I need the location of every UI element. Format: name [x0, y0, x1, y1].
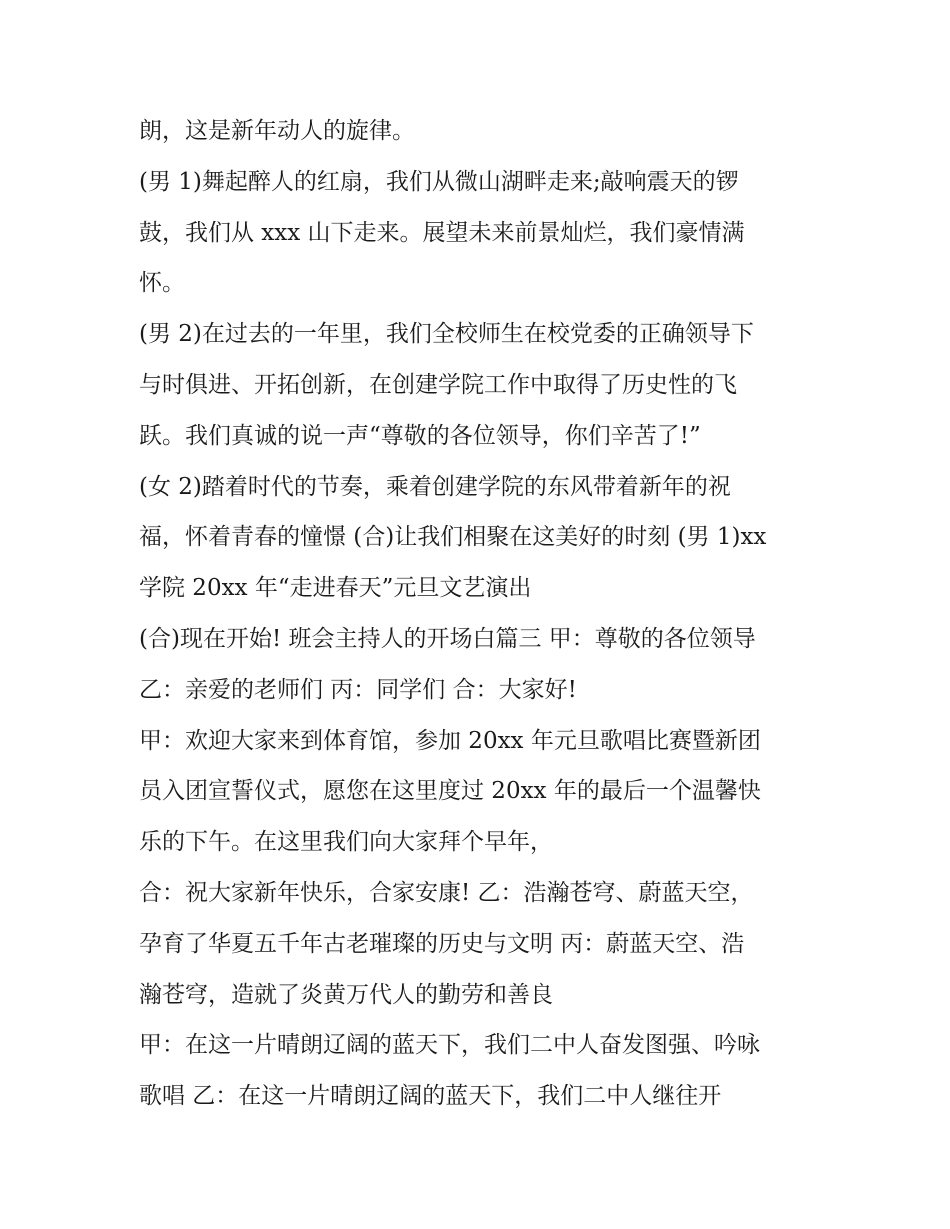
text-line-17: 孕育了华夏五千年古老璀璨的历史与文明 丙：蔚蓝天空、浩 [139, 930, 745, 957]
text-line-8: (女 2)踏着时代的节奏，乘着创建学院的东风带着新年的祝 [139, 473, 731, 500]
text-line-2: (男 1)舞起醉人的红扇，我们从微山湖畔走来;敲响震天的锣 [139, 168, 739, 195]
text-line-3: 鼓，我们从 xxx 山下走来。展望未来前景灿烂，我们豪情满 [139, 219, 745, 246]
text-line-9: 福，怀着青春的憧憬 (合)让我们相聚在这美好的时刻 (男 1)xx [139, 524, 767, 551]
text-line-19: 甲：在这一片晴朗辽阔的蓝天下，我们二中人奋发图强、吟咏 [139, 1032, 760, 1059]
text-line-20: 歌唱 乙：在这一片晴朗辽阔的蓝天下，我们二中人继往开 [139, 1083, 722, 1110]
text-line-16: 合：祝大家新年快乐，合家安康! 乙：浩瀚苍穹、蔚蓝天空， [139, 879, 754, 906]
text-line-13: 甲：欢迎大家来到体育馆，参加 20xx 年元旦歌唱比赛暨新团 [139, 727, 761, 754]
text-line-11: (合)现在开始! 班会主持人的开场白篇三 甲：尊敬的各位领导 [139, 625, 756, 652]
text-line-5: (男 2)在过去的一年里，我们全校师生在校党委的正确领导下 [139, 321, 754, 348]
text-line-6: 与时俱进、开拓创新，在创建学院工作中取得了历史性的飞 [139, 371, 737, 398]
text-line-1: 朗，这是新年动人的旋律。 [139, 118, 415, 144]
text-line-10: 学院 20xx 年“走进春天”元旦文艺演出 [139, 575, 532, 602]
text-line-7: 跃。我们真诚的说一声“尊敬的各位领导，你们辛苦了!” [139, 422, 701, 449]
text-line-12: 乙：亲爱的老师们 丙：同学们 合：大家好! [139, 676, 577, 703]
text-line-15: 乐的下午。在这里我们向大家拜个早年， [139, 829, 553, 856]
text-line-4: 怀。 [139, 270, 185, 297]
text-line-14: 员入团宣誓仪式，愿您在这里度过 20xx 年的最后一个温馨快 [139, 778, 761, 805]
text-line-18: 瀚苍穹，造就了炎黄万代人的勤劳和善良 [139, 981, 553, 1008]
body-text [139, 106, 829, 1122]
